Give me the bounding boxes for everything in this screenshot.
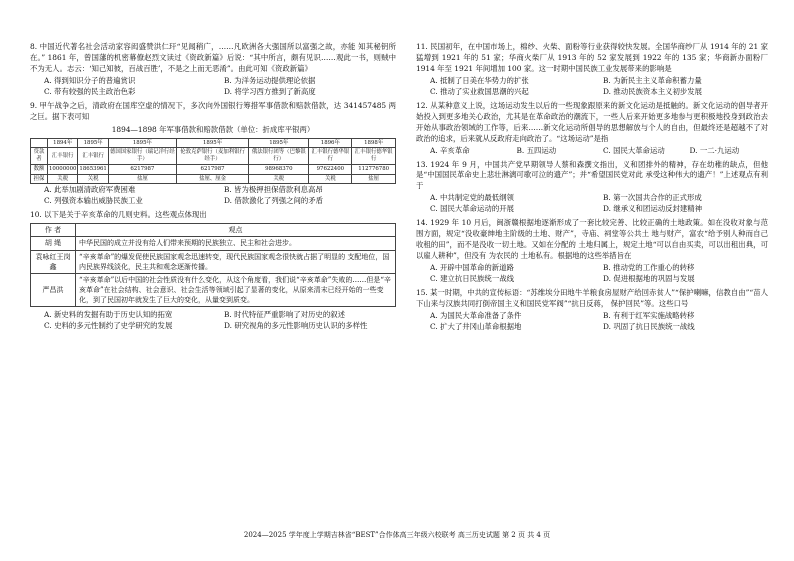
table-row (31, 164, 396, 174)
question-11 (416, 42, 768, 98)
options-q12 (430, 146, 768, 157)
author-cell: 袁咏红王岗鑫 (31, 250, 76, 273)
table-row (31, 250, 396, 273)
options-q11 (430, 76, 768, 98)
header-cell: 1894年 (47, 138, 77, 148)
table-cell: 盐厘 (108, 174, 176, 184)
options-q14 (430, 263, 768, 285)
header-author: 作 者 (31, 224, 76, 237)
option-d[interactable]: D. 一二·九运动 (689, 145, 740, 155)
header-cell: 1895年 (249, 138, 309, 148)
table-cell: 6217987 (108, 164, 176, 174)
option-b[interactable]: B. 推动党的工作重心的转移 (603, 263, 695, 273)
table-cell: 盐厘 (352, 174, 396, 184)
table-cell: 盐厘、厘金 (176, 174, 248, 184)
question-stem: 14. 1929 年 10 月后，闽浙赣根据地逐渐形成了一套比较完善、比较正确的土地政策。如在没收对象与范围方面，规定“没收豪绅地主阶级的土地、财产”，寺庙、祠堂等公共土 地与财产，富农“给予别人种而自己收租的田”，而不是没收一切土地。又如在分配的 土地归属上，规定土地“可以自由买卖，可以出租出典，可以雇人耕种”，但没有 为农民的 土地私有。根据地的这些举措旨在 (416, 218, 768, 261)
option-d[interactable]: D. 巩固了抗日民族统一战线 (603, 321, 695, 331)
table-cell: 10000000 (47, 164, 77, 174)
table-cell: 97622400 (309, 164, 352, 174)
table-cell: 关税 (47, 174, 77, 184)
table-title: 1894—1898 年军事借款和赔款借款（单位：折成库平银两） (111, 124, 315, 134)
option-b[interactable]: B. 时代特征严重影响了对历史的叙述 (224, 310, 345, 320)
table-cell: 数额 (31, 164, 48, 174)
author-cell: 胡 绳 (31, 237, 76, 250)
table-header-row (31, 224, 396, 237)
option-b[interactable]: B. 五四运动 (516, 145, 557, 155)
option-a[interactable]: A. 抵制了日美在华势力的扩张 (430, 75, 529, 85)
table-cell: 关税 (309, 174, 352, 184)
option-a[interactable]: A. 中共制定党的最低纲领 (430, 193, 514, 203)
options-q9 (44, 185, 396, 207)
option-b[interactable]: B. 第一次国共合作的正式形成 (603, 193, 702, 203)
viewpoint-table (30, 223, 396, 307)
option-b[interactable]: B. 皆为极押担保借款利息高昂 (224, 185, 323, 195)
question-stem: 15. 某一时期，中共的宣传标语：“苏维埃分田地牛羊粮食房屋财产给回赤贫人”“保护喇嘛，信教自由”“苗人下山来与汉族共同打倒帝国主义和国民党军阀”“抗日反蒋， 保护回民”等。这些口号 (416, 288, 768, 308)
page-footer: 2024—2025 学年度上学期吉林省“BEST”合作体高三年级六校联考 高三历史试题 第 2 页 共 4 页 (243, 531, 551, 539)
option-c[interactable]: C. 带有较强的民主政治色彩 (44, 86, 136, 96)
option-a[interactable]: A. 开辟中国革命的新道路 (430, 263, 514, 273)
header-cell: 1896年 (309, 138, 352, 148)
right-column (416, 42, 768, 336)
option-b[interactable]: B. 有利于红军实施战略转移 (603, 310, 695, 320)
table-row (31, 237, 396, 250)
option-b[interactable]: B. 为洋务运动提供理论依据 (224, 75, 316, 85)
table-cell: 112776780 (352, 164, 396, 174)
option-d[interactable]: D. 推动民族资本主义初步发展 (603, 86, 703, 96)
left-column (30, 42, 396, 335)
table-row (31, 174, 396, 184)
options-q13 (430, 193, 768, 215)
question-12 (416, 101, 768, 157)
table-cell: 关税 (249, 174, 309, 184)
options-q8 (44, 76, 396, 98)
option-a[interactable]: A. 新史料的发掘有助于历史认知的拓宽 (44, 310, 173, 320)
option-d[interactable]: D. 继承义和团运动反封建精神 (603, 204, 703, 214)
option-d[interactable]: D. 促进根据地的巩固与发展 (603, 274, 695, 284)
option-c[interactable]: C. 国民大革命运动的开展 (430, 204, 514, 214)
table-cell: 俄法银行团等（巴黎银行） (249, 148, 309, 165)
table-row (31, 273, 396, 306)
viewpoint-cell: “辛亥革命”以后中国的社会性质没有什么变化，从这个角度看，我们说“辛亥革命”失败的……但是“辛亥革命”在社会结构、社会意识、社会生活等领域引起了显著的变化，从原来清末已经开始的一些变化，到了民国初年就发生了巨大的变化，从量变到质变。 (76, 273, 396, 306)
option-c[interactable]: C. 列强资本输出威胁民族工业 (44, 196, 143, 206)
question-stem: 12. 从某种意义上说，这场运动发生以后的一些现象跟原来的新文化运动是抵触的。新文化运动的倡导者开始投入到更多地关心政治，尤其是在革命政治的潮流下，一些人后来开始更多地参与更积极地投身到政治去开始从事政治领域的工作等，后来……新文化运动所倡导的思想解放与个人的自由，但最终还是超越不了对政治的追求，后来就从反政府走向政治了。“这场运动”是指 (416, 100, 768, 143)
author-cell: 严昌洪 (31, 273, 76, 306)
question-9 (30, 101, 396, 208)
table-cell: 德国国家银行（瑞记洋行经手） (108, 148, 176, 165)
option-c[interactable]: C. 国民大革命运动 (603, 145, 665, 155)
table-cell: 汇丰银行德华银行 (309, 148, 352, 165)
table-cell: 汇丰银行 (47, 148, 77, 165)
question-14 (416, 218, 768, 285)
loan-table (30, 138, 396, 185)
option-a[interactable]: A. 此举加剧清政府军费困难 (44, 185, 136, 195)
options-q10 (44, 310, 396, 332)
question-13 (416, 160, 768, 216)
table-header-row (31, 138, 396, 148)
options-q15 (430, 311, 768, 333)
option-c[interactable]: C. 史料的多元性制约了史学研究的发展 (44, 321, 173, 331)
table-cell: 汇丰银行 (78, 148, 108, 165)
table-cell: 关税 (78, 174, 108, 184)
header-cell: 1898年 (352, 138, 396, 148)
header-cell: 1895年 (176, 138, 248, 148)
table-cell: 6217987 (176, 164, 248, 174)
header-cell: 1895年 (78, 138, 108, 148)
header-cell (31, 138, 48, 148)
table-cell: 担保 (31, 174, 48, 184)
option-c[interactable]: C. 建立抗日民族统一战线 (430, 274, 514, 284)
option-d[interactable]: D. 研究视角的多元性影响历史认识的多样性 (224, 321, 368, 331)
question-8 (30, 42, 396, 98)
viewpoint-cell: 中华民国的成立并没有给人们带来预期的民族独立、民主和社会进步。 (76, 237, 396, 250)
option-a[interactable]: A. 得到知识分子的普遍赏识 (44, 75, 136, 85)
question-stem: 9. 甲午战争之后，清政府在国库空虚的情况下，多次向外国银行筹措军事借款和赔款借款，达 341457485 两之巨。据下表可知 (30, 100, 396, 121)
option-d[interactable]: D. 将学习西方推到了新高度 (224, 86, 316, 96)
option-c[interactable]: C. 推动了实业救国思潮的兴起 (430, 86, 529, 96)
question-stem: 11. 民国初年，在中国市场上，棉纱、火柴、面粉等行业获得较快发展。全国华商纱厂从 1914 年的 21 家猛增到 1921 年的 51 家；华商火柴厂从 1913 年的 52 家发展到 1922 年的 135 家；华商新办面粉厂 1914 年至 1921 年间增加 100 家。这一时期中国民族工业发展带来的影响是 (416, 42, 768, 73)
header-cell: 1895年 (108, 138, 176, 148)
option-c[interactable]: C. 扩大了井冈山革命根据地 (430, 321, 522, 331)
table-row (31, 148, 396, 165)
question-15 (416, 288, 768, 333)
header-viewpoint: 观点 (76, 224, 396, 237)
table-cell: 18653961 (78, 164, 108, 174)
table-cell: 贷款者 (31, 148, 48, 165)
question-stem: 8. 中国近代著名社会活动家容闳盛赞洪仁玕“见闻稍广，……凡欧洲各大强国所以富强之故，亦能 知其秘钥所在。” 1861 年，曾国藩的机密幕僚赵烈文读过《资政新篇》后说：“其中所言，颇有见识……观此一书，则贼中不为无人。志云：‘知己知彼，百战百胜’，不是之上而无恶淆”。由此可知《资政新篇》 (30, 42, 396, 73)
question-stem: 10. 以下是关于辛亥革命的几则史料。这些观点体现出 (30, 210, 207, 220)
table-cell: 汇丰银行德华银行 (352, 148, 396, 165)
viewpoint-cell: “辛亥革命”的爆发促使民族国家观念迅速转变，现代民族国家观念很快就占据了明显的 支配地位，国内民族界线淡化，民主共和观念逐渐传播。 (76, 250, 396, 273)
option-a[interactable]: A. 为国民大革命准备了条件 (430, 310, 522, 320)
option-a[interactable]: A. 辛亥革命 (430, 145, 470, 155)
table-cell: 98968370 (249, 164, 309, 174)
option-b[interactable]: B. 为新民主主义革命积蓄力量 (603, 75, 702, 85)
option-d[interactable]: D. 借款激化了列强之间的矛盾 (224, 196, 324, 206)
table-cell: 伦敦克萨银行（麦加利银行经手） (176, 148, 248, 165)
question-10 (30, 210, 396, 332)
question-stem: 13. 1924 年 9 月，中国共产党早期领导人蔡和森撰文指出，义和团排外的精神，存在幼稚的缺点，但他是“中国国民革命史上悲壮淋漓可歌可泣的遗产”；并“希望国民党对此 承受这种伟大的遗产！”上述观点有利于 (416, 159, 768, 191)
